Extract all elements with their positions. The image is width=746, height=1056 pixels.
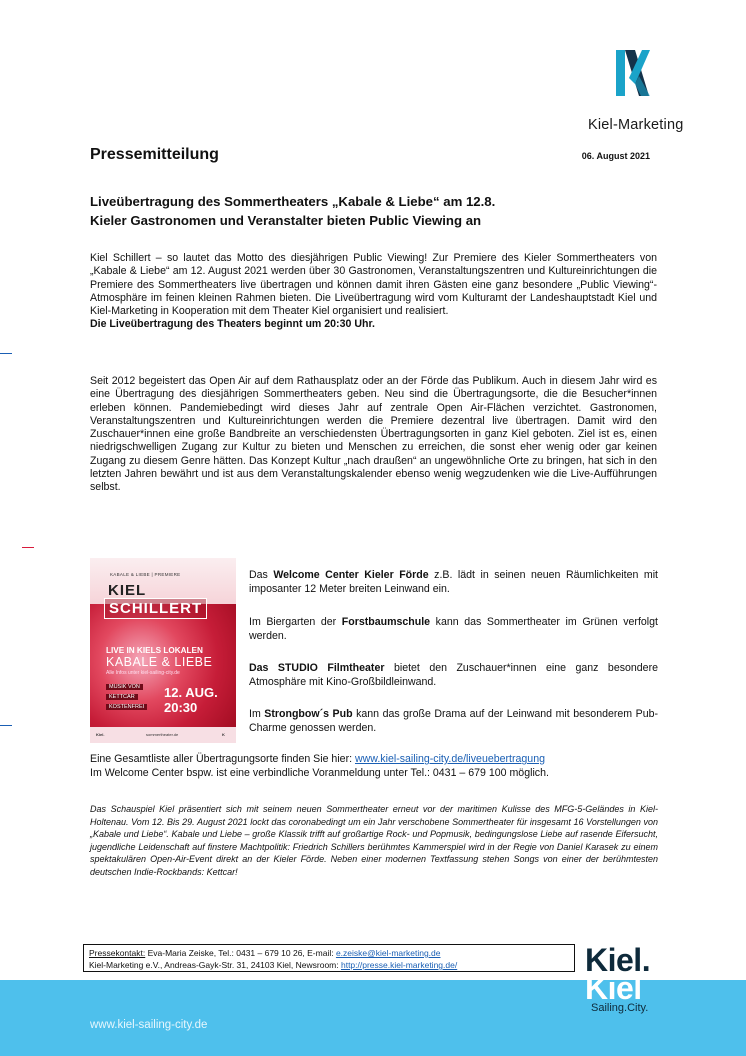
- list-text: Eine Gesamtliste aller Übertragungsorte finden Sie hier:: [90, 753, 355, 765]
- press-date: 06. August 2021: [581, 151, 650, 161]
- margin-mark: [0, 725, 12, 726]
- venue-text: kann das große Drama auf der Leinwand mit besonderem Pub-Charme genossen werden.: [249, 708, 659, 734]
- kiel-marketing-k-icon: [613, 48, 653, 98]
- poster-kabale: KABALE & LIEBE: [106, 655, 213, 669]
- logo-text: Kiel-Marketing: [588, 117, 684, 133]
- body-paragraph: Seit 2012 begeistert das Open Air auf dem Rathausplatz oder an der Förde das Publikum. Auch in diesem Jahr wird es eine Übertragung des diesjährigen Sommertheaters geben. Neu sind die Übertragungsorte, die die Besucher*innen erleben können. Pandemiebedingt wird dieses Jahr auf zentrale Open Air-Flächen verzichtet. Gastronomen, Veranstaltungszentren und Kultureinrichtungen werden die Premiere dezentral live übertragen. Damit wird den Zuschauer*innen eine große Bandbreite an verschiedensten Übertragungsorten in ganz Kiel geboten. Ziel ist es, einen niedrigschwelligen Zugang zur Kultur zu bieten und Menschen zu erreichen, die sonst eher wenig oder gar keinen Zugang zu diesem Genre hätten. Das Konzept Kultur „nach draußen“ an ungewöhnliche Orte zu bringen, hat sich in den letzten Jahren bewährt und ist aus dem Veranstaltungskalender ebenso wenig wegzudenken wie die Live-Aufführungen selbst.: [90, 375, 657, 494]
- venue-text: Im Biergarten der: [249, 616, 342, 628]
- contact-email-link[interactable]: e.zeiske@kiel-marketing.de: [335, 948, 441, 958]
- poster-info: Alle Infos unter kiel-sailing-city.de: [106, 670, 180, 676]
- poster-footer: [90, 727, 236, 743]
- page-title: Pressemitteilung: [90, 146, 219, 163]
- venue-item: [249, 708, 658, 735]
- venue-text: bietet den Zuschauer*innen eine ganz besondere Atmosphäre mit Kino-Großbildleinwand.: [249, 662, 658, 688]
- poster-tag-kettcar: KETTCAR: [106, 694, 138, 700]
- press-contact-box: [83, 944, 575, 972]
- venue-text: Im: [249, 708, 265, 720]
- poster-foot-site: sommertheater.de: [146, 732, 179, 737]
- newsroom-link[interactable]: http://presse.kiel-marketing.de/: [340, 960, 458, 970]
- event-poster: [90, 558, 236, 743]
- kiel-sailing-city-logo: [585, 942, 685, 1014]
- poster-schillert: SCHILLERT: [104, 598, 207, 619]
- venue-list-link[interactable]: www.kiel-sailing-city.de/liveuebertragung: [354, 753, 545, 765]
- poster-foot-k: K: [222, 732, 225, 737]
- venue-name: Forstbaumschule: [341, 616, 431, 628]
- poster-subtitle: KABALE & LIEBE | PREMIERE: [110, 572, 181, 577]
- poster-live: LIVE IN KIELS LOKALEN: [106, 646, 203, 655]
- headline-line-1: Liveübertragung des Sommertheaters „Kabale & Liebe“ am 12.8.: [90, 194, 496, 209]
- kiel-logo-text: Kiel.: [585, 942, 651, 978]
- intro-bold-text: Die Liveübertragung des Theaters beginnt um 20:30 Uhr.: [90, 318, 375, 331]
- venue-text: Das: [249, 569, 274, 581]
- poster-tag-musik: MUSIK VON: [106, 684, 143, 690]
- kiel-logo-mirror: Kiel: [585, 970, 642, 1006]
- venue-name: Strongbow´s Pub: [264, 708, 353, 720]
- kiel-logo-tagline: Sailing.City.: [591, 1002, 649, 1014]
- margin-mark: [22, 547, 34, 548]
- venue-name: Das STUDIO Filmtheater: [249, 662, 385, 674]
- venue-item: [249, 616, 658, 643]
- venue-item: [249, 662, 658, 689]
- venue-text: kann das Sommertheater im Grünen verfolgt werden.: [249, 616, 658, 642]
- contact-text: Eva-Maria Zeiske, Tel.: 0431 – 679 10 26, E-mail:: [145, 948, 336, 958]
- headline: [90, 192, 670, 230]
- contact-address: Kiel-Marketing e.V., Andreas-Gayk-Str. 31, 24103 Kiel, Newsroom:: [89, 960, 341, 970]
- intro-paragraph: [90, 252, 657, 332]
- venue-name: Welcome Center Kieler Förde: [273, 569, 429, 581]
- poster-tag-kostenfrei: KOSTENFREI: [106, 704, 147, 710]
- poster-date: 12. AUG.: [164, 685, 218, 700]
- footer-url: www.kiel-sailing-city.de: [90, 1019, 208, 1031]
- venue-text: z.B. lädt in seinen neuen Räumlichkeiten mit imposanter 12 Meter breiten Leinwand ein.: [249, 569, 658, 595]
- headline-line-2: Kieler Gastronomen und Veranstalter bieten Public Viewing an: [90, 213, 482, 228]
- margin-mark: [0, 353, 12, 354]
- venue-item: [249, 569, 658, 596]
- italic-paragraph: Das Schauspiel Kiel präsentiert sich mit seinem neuen Sommertheater erneut vor der maritimen Kulisse des MFG-5-Geländes in Kiel-Holtenau. Vom 12. Bis 29. August 2021 lockt das coronabedingt um ein Jahr verschobene Sommertheater für insgesamt 16 Vorstellungen von „Kabale und Liebe“. Kabale und Liebe – große Klassik trifft auf großartige Rock- und Popmusik, bedingungslose Liebe auf rasende Eifersucht, jugendliche Leidenschaft auf finstere Machtpolitik: Friedrich Schillers berühmtes Kammerspiel wird in der Regie von Daniel Karasek zu einem spektakulären Open-Air-Event direkt an der Kieler Förde. Neben einer modernen Textfassung stehen Songs von einer der berühmtesten deutschen Indie-Rockbands: Kettcar!: [90, 804, 658, 877]
- intro-text: Kiel Schillert – so lautet das Motto des diesjährigen Public Viewing! Zur Premiere des Kieler Sommertheaters von „Kabale & Liebe“ am 12. August 2021 werden über 30 Gastronomen, Veranstaltungszentren und Kultureinrichtungen die Premiere des Sommertheaters live übertragen und können damit ihren Gästen eine ganz besondere „Public Viewing“-Atmosphäre im feinen kleinen Rahmen bieten. Die Liveübertragung wird vom Kulturamt der Landeshauptstadt Kiel und Kiel-Marketing in Kooperation mit dem Theater Kiel organisiert und realisiert.: [90, 252, 657, 318]
- venue-list-info: [90, 753, 670, 780]
- registration-text: Im Welcome Center bspw. ist eine verbindliche Voranmeldung unter Tel.: 0431 – 679 100 möglich.: [90, 766, 549, 779]
- poster-foot-kiel: Kiel.: [96, 732, 105, 737]
- contact-label: Pressekontakt:: [89, 948, 146, 958]
- poster-kiel: KIEL: [108, 582, 147, 599]
- kiel-marketing-logo: [588, 48, 684, 133]
- poster-time: 20:30: [164, 700, 198, 715]
